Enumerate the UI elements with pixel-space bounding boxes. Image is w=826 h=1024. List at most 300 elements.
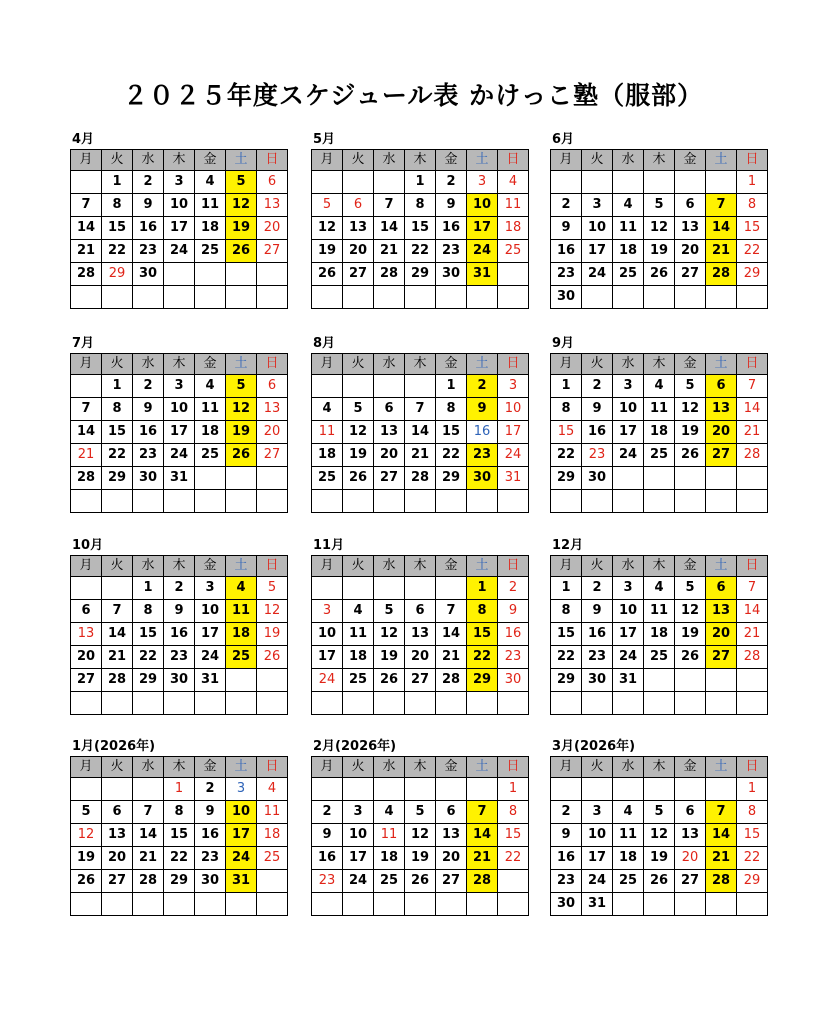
day-cell [164,692,195,715]
weekday-header-row [312,354,529,375]
day-cell [644,778,675,801]
day-cell: 21 [71,240,102,263]
day-cell [706,669,737,692]
week-row [551,421,768,444]
day-cell [343,286,374,309]
day-cell: 28 [737,444,768,467]
day-cell: 30 [498,669,529,692]
week-row [71,692,288,715]
weekday-header: 金 [675,354,706,375]
week-row [71,623,288,646]
day-cell [164,490,195,513]
day-cell: 31 [226,870,257,893]
day-cell: 25 [195,240,226,263]
week-row [312,577,529,600]
day-cell: 30 [164,669,195,692]
week-row [71,194,288,217]
day-cell: 9 [436,194,467,217]
day-cell [706,171,737,194]
day-cell [71,692,102,715]
day-cell: 20 [71,646,102,669]
day-cell: 6 [436,801,467,824]
weekday-header: 水 [133,354,164,375]
day-cell [71,375,102,398]
month-label: 1月(2026年) [72,739,156,754]
day-cell: 23 [551,870,582,893]
day-cell [71,778,102,801]
month-calendar [550,334,763,513]
weekday-header: 日 [737,150,768,171]
day-cell: 10 [226,801,257,824]
day-cell: 6 [675,801,706,824]
day-cell: 31 [467,263,498,286]
day-cell: 23 [133,444,164,467]
day-cell: 6 [374,398,405,421]
day-cell: 8 [737,801,768,824]
day-cell: 14 [467,824,498,847]
day-cell [706,893,737,916]
weekday-header: 火 [102,150,133,171]
day-cell: 25 [374,870,405,893]
day-cell: 13 [706,398,737,421]
weekday-header: 土 [226,757,257,778]
day-cell [551,778,582,801]
day-cell: 4 [343,600,374,623]
weekday-header: 火 [582,757,613,778]
day-cell: 19 [644,847,675,870]
day-cell [195,893,226,916]
weekday-header: 日 [257,757,288,778]
weekday-header: 日 [257,150,288,171]
day-cell: 16 [551,240,582,263]
day-cell [644,490,675,513]
day-cell: 22 [436,444,467,467]
day-cell: 13 [257,194,288,217]
day-cell [71,577,102,600]
weekday-header: 木 [164,556,195,577]
day-cell: 6 [405,600,436,623]
day-cell: 1 [164,778,195,801]
day-cell: 1 [102,171,133,194]
day-cell [436,778,467,801]
day-cell: 7 [133,801,164,824]
day-cell: 11 [613,217,644,240]
day-cell: 2 [195,778,226,801]
week-row [71,375,288,398]
weekday-header: 土 [467,556,498,577]
day-cell [257,490,288,513]
day-cell: 2 [133,171,164,194]
month-calendar [70,737,283,916]
day-cell: 29 [102,467,133,490]
day-cell: 20 [405,646,436,669]
week-row [312,398,529,421]
day-cell [257,893,288,916]
weekday-header: 金 [675,757,706,778]
day-cell: 20 [257,217,288,240]
day-cell: 23 [312,870,343,893]
day-cell [374,692,405,715]
week-row [71,646,288,669]
weekday-header: 水 [374,556,405,577]
calendar-grid [311,555,529,715]
day-cell: 6 [675,194,706,217]
day-cell [467,692,498,715]
week-row [551,692,768,715]
day-cell: 28 [436,669,467,692]
day-cell: 16 [551,847,582,870]
day-cell: 1 [737,171,768,194]
day-cell [102,286,133,309]
day-cell [343,375,374,398]
weekday-header: 月 [312,354,343,375]
weekday-header: 日 [257,354,288,375]
day-cell: 31 [582,893,613,916]
day-cell: 25 [257,847,288,870]
day-cell: 20 [102,847,133,870]
week-row [551,217,768,240]
calendar-grid [70,756,288,916]
day-cell [257,669,288,692]
day-cell: 24 [467,240,498,263]
day-cell [737,490,768,513]
day-cell: 5 [405,801,436,824]
weekday-header: 金 [675,150,706,171]
day-cell: 27 [706,444,737,467]
day-cell: 24 [613,646,644,669]
day-cell: 17 [195,623,226,646]
day-cell [133,490,164,513]
day-cell [675,490,706,513]
day-cell: 28 [374,263,405,286]
weekday-header: 火 [102,354,133,375]
day-cell: 23 [467,444,498,467]
day-cell: 10 [613,398,644,421]
day-cell: 2 [312,801,343,824]
week-row [312,490,529,513]
weekday-header: 月 [71,150,102,171]
day-cell: 26 [343,467,374,490]
week-row [312,824,529,847]
day-cell: 30 [195,870,226,893]
day-cell: 29 [467,669,498,692]
day-cell [405,490,436,513]
day-cell: 3 [613,577,644,600]
day-cell: 21 [706,240,737,263]
day-cell: 29 [737,263,768,286]
day-cell: 4 [226,577,257,600]
day-cell: 21 [436,646,467,669]
day-cell: 4 [498,171,529,194]
day-cell: 12 [226,194,257,217]
week-row [71,217,288,240]
weekday-header: 木 [644,150,675,171]
day-cell [343,577,374,600]
weekday-header-row [551,757,768,778]
day-cell [133,286,164,309]
day-cell: 31 [613,669,644,692]
day-cell: 19 [675,623,706,646]
day-cell: 13 [257,398,288,421]
day-cell: 9 [467,398,498,421]
day-cell [706,778,737,801]
day-cell [582,778,613,801]
week-row [71,893,288,916]
day-cell: 4 [257,778,288,801]
weekday-header: 土 [706,556,737,577]
day-cell: 4 [374,801,405,824]
day-cell: 13 [374,421,405,444]
day-cell [102,893,133,916]
day-cell: 1 [551,577,582,600]
week-row [71,577,288,600]
day-cell: 12 [675,398,706,421]
day-cell: 29 [551,467,582,490]
day-cell: 15 [737,824,768,847]
weekday-header: 金 [675,556,706,577]
day-cell: 14 [71,217,102,240]
day-cell: 15 [102,421,133,444]
day-cell: 22 [102,240,133,263]
weekday-header: 日 [498,757,529,778]
day-cell: 31 [164,467,195,490]
week-row [312,778,529,801]
day-cell [675,778,706,801]
week-row [551,801,768,824]
weekday-header: 火 [343,556,374,577]
day-cell [195,286,226,309]
day-cell: 27 [374,467,405,490]
day-cell: 13 [102,824,133,847]
week-row [551,263,768,286]
day-cell: 28 [706,263,737,286]
day-cell: 13 [706,600,737,623]
week-row [551,669,768,692]
month-calendar [550,536,763,715]
week-row [551,171,768,194]
week-row [71,490,288,513]
weekday-header: 水 [374,354,405,375]
month-label: 4月 [72,132,95,147]
day-cell: 30 [582,467,613,490]
day-cell: 2 [436,171,467,194]
day-cell [257,467,288,490]
day-cell: 14 [737,398,768,421]
weekday-header: 土 [226,556,257,577]
day-cell: 19 [374,646,405,669]
day-cell [706,692,737,715]
day-cell: 21 [374,240,405,263]
day-cell: 18 [644,421,675,444]
day-cell [436,893,467,916]
day-cell: 18 [195,421,226,444]
week-row [551,398,768,421]
day-cell: 26 [226,444,257,467]
day-cell: 7 [436,600,467,623]
week-row [71,171,288,194]
day-cell: 21 [133,847,164,870]
day-cell: 8 [498,801,529,824]
week-row [312,286,529,309]
weekday-header: 水 [133,556,164,577]
day-cell: 13 [675,824,706,847]
day-cell [374,778,405,801]
day-cell: 16 [467,421,498,444]
weekday-header: 金 [436,150,467,171]
day-cell: 11 [312,421,343,444]
day-cell: 11 [498,194,529,217]
weekday-header: 日 [498,150,529,171]
day-cell: 30 [551,286,582,309]
day-cell [613,171,644,194]
day-cell: 31 [195,669,226,692]
page-title: ２０２５年度スケジュール表 かけっこ塾（服部） [122,81,704,110]
day-cell: 23 [498,646,529,669]
week-row [71,824,288,847]
weekday-header: 木 [405,556,436,577]
weekday-header: 水 [613,150,644,171]
week-row [312,194,529,217]
day-cell [226,893,257,916]
day-cell: 18 [498,217,529,240]
month-label: 3月(2026年) [552,739,636,754]
day-cell: 9 [133,194,164,217]
day-cell: 12 [675,600,706,623]
weekday-header: 金 [195,757,226,778]
day-cell: 24 [226,847,257,870]
day-cell: 3 [164,375,195,398]
weekday-header: 火 [102,757,133,778]
day-cell: 30 [551,893,582,916]
day-cell [644,692,675,715]
day-cell: 16 [582,623,613,646]
weekday-header-row [312,150,529,171]
day-cell [374,171,405,194]
week-row [551,375,768,398]
day-cell: 5 [675,577,706,600]
day-cell: 16 [582,421,613,444]
day-cell: 29 [436,467,467,490]
day-cell [405,577,436,600]
day-cell: 13 [71,623,102,646]
day-cell: 14 [102,623,133,646]
day-cell: 13 [405,623,436,646]
weekday-header: 水 [133,150,164,171]
day-cell: 24 [195,646,226,669]
weekday-header: 月 [71,757,102,778]
week-row [312,600,529,623]
day-cell: 22 [737,240,768,263]
day-cell: 22 [737,847,768,870]
day-cell [737,467,768,490]
day-cell: 4 [195,171,226,194]
weekday-header: 金 [195,354,226,375]
day-cell [102,778,133,801]
week-row [551,600,768,623]
day-cell: 18 [226,623,257,646]
day-cell: 3 [226,778,257,801]
day-cell: 15 [436,421,467,444]
day-cell: 23 [582,444,613,467]
day-cell: 5 [312,194,343,217]
calendar-grid [311,149,529,309]
day-cell [312,577,343,600]
day-cell: 5 [644,801,675,824]
week-row [312,171,529,194]
weekday-header: 日 [498,556,529,577]
day-cell [613,778,644,801]
day-cell: 17 [467,217,498,240]
day-cell: 23 [195,847,226,870]
day-cell: 2 [467,375,498,398]
day-cell: 14 [436,623,467,646]
day-cell: 21 [706,847,737,870]
day-cell: 24 [343,870,374,893]
day-cell [257,263,288,286]
day-cell: 17 [312,646,343,669]
weekday-header: 水 [133,757,164,778]
day-cell: 23 [551,263,582,286]
day-cell [343,778,374,801]
day-cell: 21 [71,444,102,467]
day-cell: 9 [312,824,343,847]
day-cell [706,467,737,490]
day-cell [737,893,768,916]
day-cell [582,490,613,513]
calendar-grid [550,353,768,513]
day-cell: 7 [467,801,498,824]
day-cell: 6 [71,600,102,623]
day-cell: 30 [133,467,164,490]
day-cell: 25 [644,444,675,467]
day-cell [374,375,405,398]
day-cell: 17 [343,847,374,870]
day-cell: 2 [551,801,582,824]
day-cell: 8 [102,398,133,421]
day-cell: 15 [405,217,436,240]
day-cell: 5 [644,194,675,217]
day-cell: 13 [436,824,467,847]
weekday-header: 木 [405,354,436,375]
week-row [312,421,529,444]
week-row [551,240,768,263]
day-cell: 10 [195,600,226,623]
day-cell: 17 [226,824,257,847]
day-cell: 27 [71,669,102,692]
weekday-header: 日 [257,556,288,577]
month-label: 7月 [72,336,95,351]
month-calendar [311,737,524,916]
day-cell: 17 [498,421,529,444]
day-cell [312,893,343,916]
weekday-header: 月 [312,556,343,577]
weekday-header: 火 [343,757,374,778]
day-cell: 16 [164,623,195,646]
day-cell [343,893,374,916]
day-cell: 16 [498,623,529,646]
day-cell: 27 [675,870,706,893]
day-cell: 29 [164,870,195,893]
day-cell [551,490,582,513]
day-cell: 12 [644,824,675,847]
day-cell [498,692,529,715]
week-row [551,286,768,309]
weekday-header: 月 [551,354,582,375]
day-cell: 9 [582,398,613,421]
day-cell [312,375,343,398]
day-cell: 26 [644,870,675,893]
week-row [312,375,529,398]
